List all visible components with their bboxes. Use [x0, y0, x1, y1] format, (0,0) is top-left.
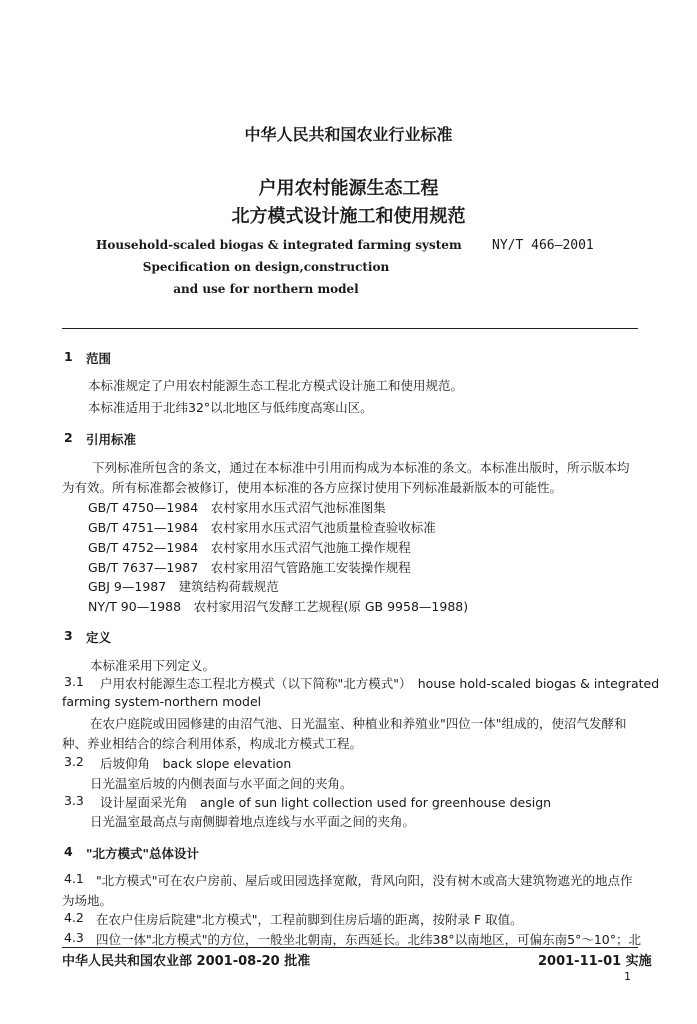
- clause-4-2-text: 在农户住房后院建"北方模式"，工程前脚到住房后墙的距离，按附录 F 取值。: [96, 912, 523, 927]
- english-title-line-1: Household-scaled biogas & integrated farming system: [96, 238, 462, 252]
- reference-item: GB/T 4751—1984 农村家用水压式沼气池质量检查验收标准: [88, 520, 436, 535]
- issuing-authority: 中华人民共和国农业行业标准: [244, 125, 453, 144]
- clause-3-1-term-cont: farming system-northern model: [62, 694, 262, 709]
- reference-item: GB/T 7637—1987 农村家用沼气管路施工安装操作规程: [88, 560, 411, 575]
- clause-3-3-definition: 日光温室最高点与南侧脚着地点连线与水平面之间的夹角。: [90, 814, 416, 829]
- title-line-2: 北方模式设计施工和使用规范: [231, 206, 466, 227]
- section-2-para-line-1: 下列标准所包含的条文，通过在本标准中引用而构成为本标准的条文。本标准出版时，所示版本均: [92, 460, 630, 475]
- clause-3-1-number: 3.1: [64, 674, 84, 689]
- clause-4-3-text: 四位一体"北方模式"的方位，一般坐北朝南，东西延长。北纬38°以南地区，可偏东南5°～10°；北: [96, 932, 642, 947]
- section-2-para-line-2: 为有效。所有标准都会被修订，使用本标准的各方应探讨使用下列标准最新版本的可能性。: [62, 480, 563, 495]
- section-4-number: 4: [64, 844, 73, 859]
- implementation-line: 2001-11-01 实施: [538, 954, 652, 969]
- english-title-line-3: and use for northern model: [173, 282, 359, 296]
- section-4-title: "北方模式"总体设计: [86, 846, 200, 861]
- reference-item: GB/T 4752—1984 农村家用水压式沼气池施工操作规程: [88, 540, 411, 555]
- reference-item: GBJ 9—1987 建筑结构荷载规范: [88, 579, 279, 594]
- clause-4-3-number: 4.3: [64, 930, 84, 945]
- clause-4-1-text-cont: 为场地。: [62, 893, 113, 908]
- section-1-title: 范围: [86, 351, 112, 366]
- clause-4-2-number: 4.2: [64, 910, 84, 925]
- section-1-number: 1: [64, 349, 73, 364]
- clause-3-2-definition: 日光温室后坡的内侧表面与水平面之间的夹角。: [90, 776, 353, 791]
- clause-4-1-text: "北方模式"可在农户房前、屋后或田园选择宽敞，背风向阳，没有树木或高大建筑物遮光的地点作: [96, 873, 633, 888]
- clause-3-2-term: 后坡仰角 back slope elevation: [100, 756, 292, 771]
- reference-item: NY/T 90—1988 农村家用沼气发酵工艺规程(原 GB 9958—1988): [88, 599, 469, 614]
- section-1-para-2: 本标准适用于北纬32°以北地区与低纬度高寒山区。: [88, 400, 373, 415]
- clause-3-3-number: 3.3: [64, 793, 84, 808]
- approval-line: 中华人民共和国农业部 2001-08-20 批准: [62, 954, 311, 969]
- section-3-intro: 本标准采用下列定义。: [90, 658, 216, 673]
- clause-4-1-number: 4.1: [64, 871, 84, 886]
- clause-3-1-definition-cont: 种、养业相结合的综合利用体系，构成北方模式工程。: [62, 736, 363, 751]
- footer-divider: [62, 947, 638, 948]
- clause-3-1-term: 户用农村能源生态工程北方模式（以下简称"北方模式"） house hold-scaled biogas & integrated: [100, 676, 660, 691]
- section-1-para-1: 本标准规定了户用农村能源生态工程北方模式设计施工和使用规范。: [88, 378, 464, 393]
- section-2-number: 2: [64, 430, 73, 445]
- header-divider: [62, 328, 638, 329]
- clause-3-3-term: 设计屋面采光角 angle of sun light collection used for greenhouse design: [100, 795, 552, 810]
- standard-number: NY/T 466—2001: [492, 238, 594, 253]
- section-2-title: 引用标准: [86, 432, 137, 447]
- clause-3-2-number: 3.2: [64, 754, 84, 769]
- section-3-title: 定义: [86, 630, 112, 645]
- clause-3-1-definition: 在农户庭院或田园修建的由沼气池、日光温室、种植业和养殖业"四位一体"组成的，使沼气发酵和: [90, 716, 627, 731]
- title-line-1: 户用农村能源生态工程: [258, 178, 439, 199]
- reference-item: GB/T 4750—1984 农村家用水压式沼气池标准图集: [88, 500, 386, 515]
- page-number: 1: [624, 970, 631, 983]
- english-title-line-2: Specification on design,construction: [142, 260, 390, 274]
- section-3-number: 3: [64, 628, 73, 643]
